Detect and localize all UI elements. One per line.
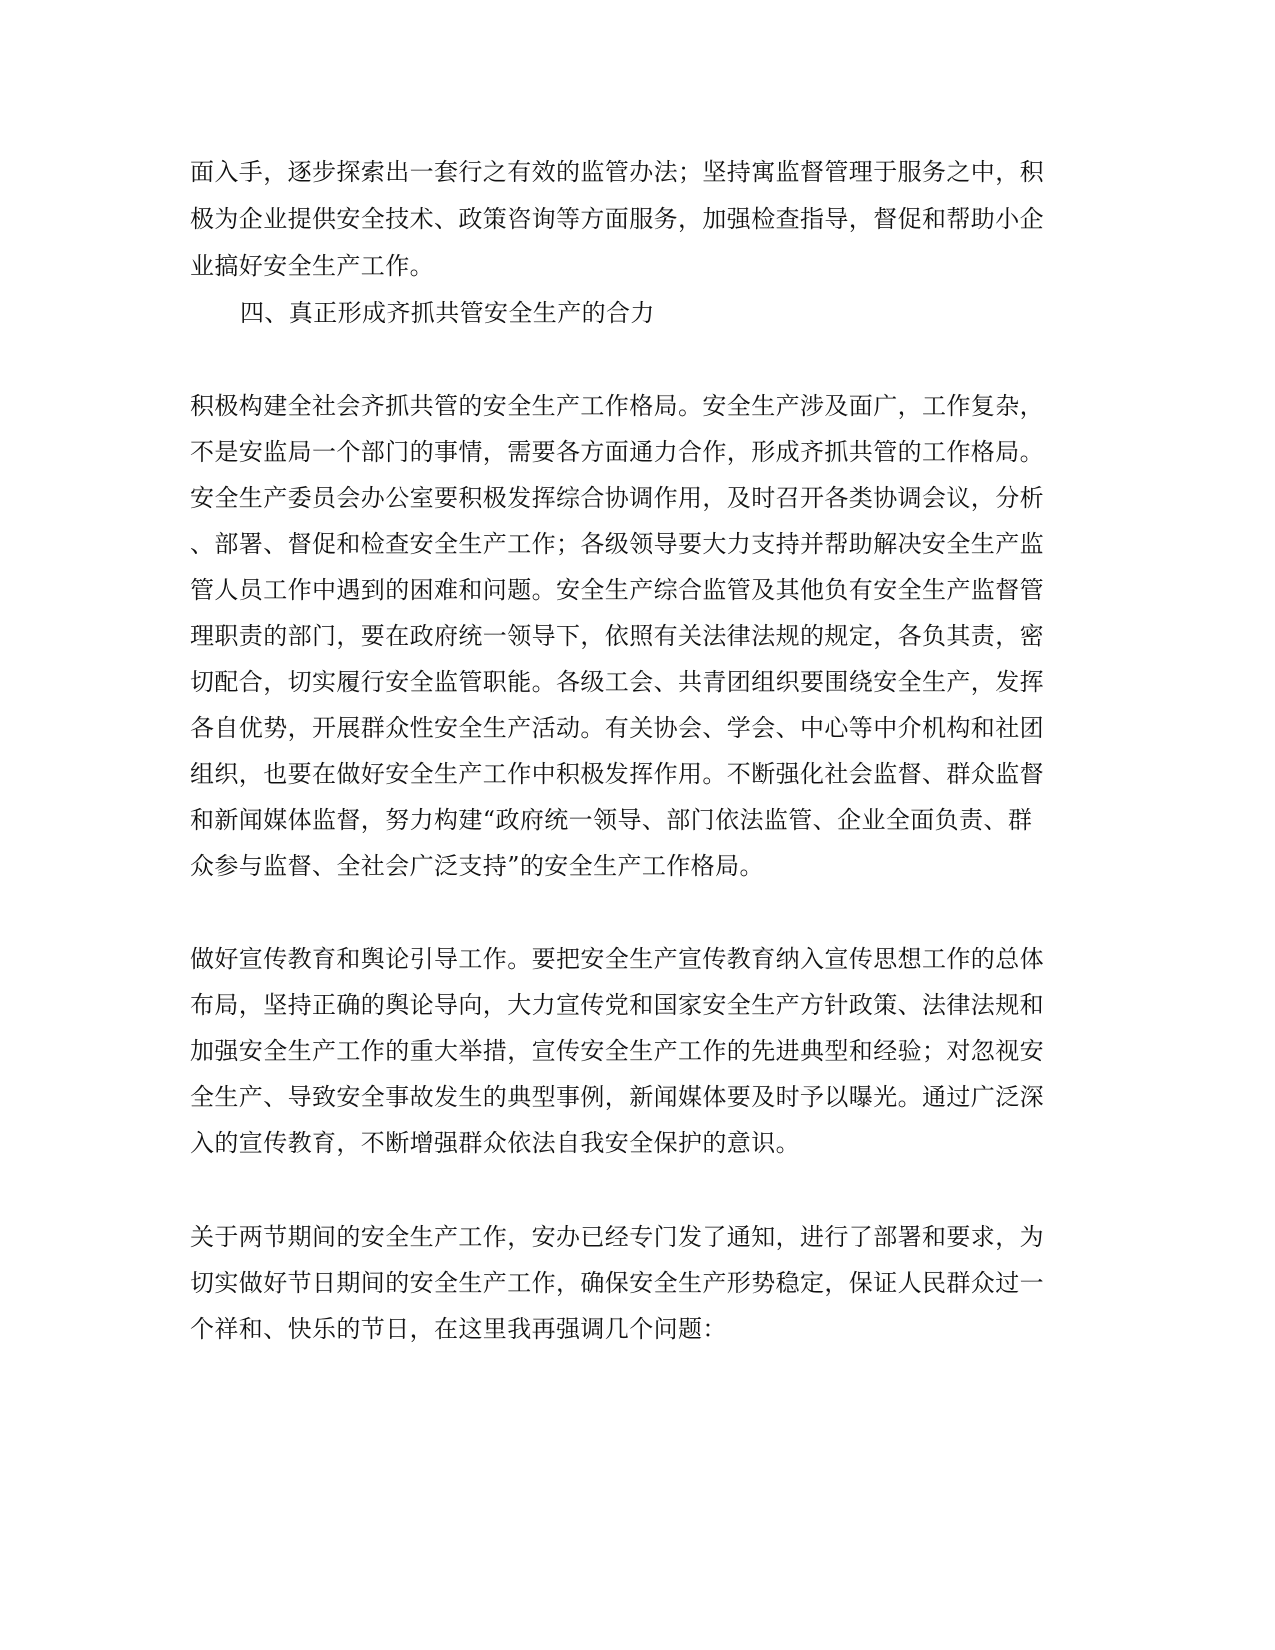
text-line: 不是安监局一个部门的事情，需要各方面通力合作，形成齐抓共管的工作格局。 bbox=[190, 438, 1044, 466]
text-line: 各自优势，开展群众性安全生产活动。有关协会、学会、中心等中介机构和社团 bbox=[190, 714, 1044, 742]
text-line: 切配合，切实履行安全监管职能。各级工会、共青团组织要围绕安全生产，发挥 bbox=[190, 668, 1044, 696]
section-heading: 四、真正形成齐抓共管安全生产的合力 bbox=[240, 299, 655, 327]
text-line: 管人员工作中遇到的困难和问题。安全生产综合监管及其他负有安全生产监督管 bbox=[190, 576, 1044, 604]
text-line: 入的宣传教育，不断增强群众依法自我安全保护的意识。 bbox=[190, 1129, 800, 1157]
text-line: 布局，坚持正确的舆论导向，大力宣传党和国家安全生产方针政策、法律法规和 bbox=[190, 991, 1044, 1019]
text-line: 极为企业提供安全技术、政策咨询等方面服务，加强检查指导，督促和帮助小企 bbox=[190, 205, 1044, 233]
text-line: 加强安全生产工作的重大举措，宣传安全生产工作的先进典型和经验；对忽视安 bbox=[190, 1037, 1044, 1065]
text-line: 面入手，逐步探索出一套行之有效的监管办法；坚持寓监督管理于服务之中，积 bbox=[190, 158, 1044, 186]
text-line: 个祥和、快乐的节日，在这里我再强调几个问题： bbox=[190, 1315, 727, 1343]
text-line: 和新闻媒体监督，努力构建“政府统一领导、部门依法监管、企业全面负责、群 bbox=[190, 806, 1033, 834]
text-line: 切实做好节日期间的安全生产工作，确保安全生产形势稳定，保证人民群众过一 bbox=[190, 1269, 1044, 1297]
text-line: 理职责的部门，要在政府统一领导下，依照有关法律法规的规定，各负其责，密 bbox=[190, 622, 1044, 650]
text-line: 安全生产委员会办公室要积极发挥综合协调作用，及时召开各类协调会议，分析 bbox=[190, 484, 1044, 512]
text-line: 业搞好安全生产工作。 bbox=[190, 252, 434, 280]
text-line: 、部署、督促和检查安全生产工作；各级领导要大力支持并帮助解决安全生产监 bbox=[190, 530, 1044, 558]
text-line: 关于两节期间的安全生产工作，安办已经专门发了通知，进行了部署和要求，为 bbox=[190, 1223, 1044, 1251]
text-line: 积极构建全社会齐抓共管的安全生产工作格局。安全生产涉及面广，工作复杂， bbox=[190, 392, 1044, 420]
text-line: 组织，也要在做好安全生产工作中积极发挥作用。不断强化社会监督、群众监督 bbox=[190, 760, 1044, 788]
text-line: 全生产、导致安全事故发生的典型事例，新闻媒体要及时予以曝光。通过广泛深 bbox=[190, 1083, 1044, 1111]
text-line: 做好宣传教育和舆论引导工作。要把安全生产宣传教育纳入宣传思想工作的总体 bbox=[190, 945, 1044, 973]
text-line: 众参与监督、全社会广泛支持”的安全生产工作格局。 bbox=[190, 852, 764, 880]
